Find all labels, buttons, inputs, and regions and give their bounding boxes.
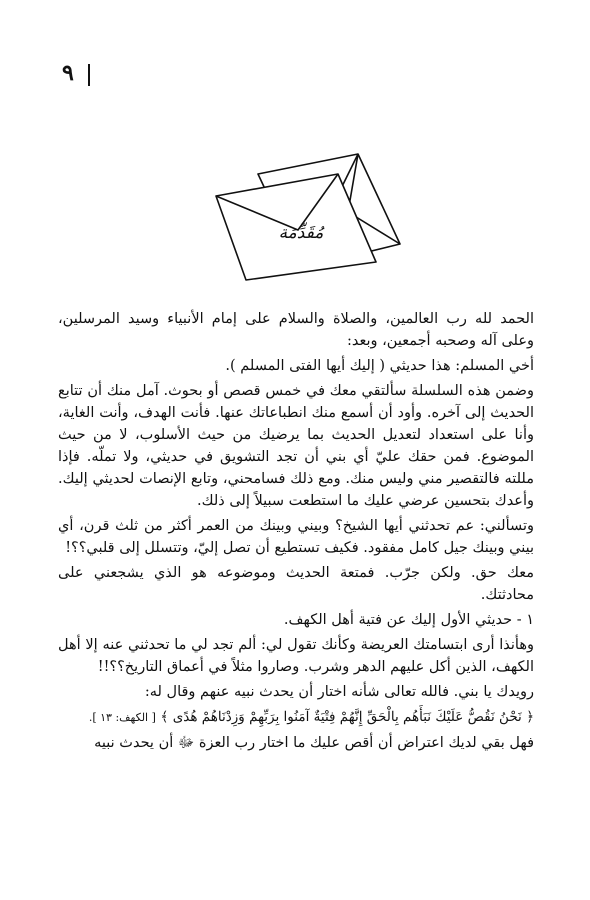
paragraph: الحمد لله رب العالمين، والصلاة والسلام على إمام الأنبياء وسيد المرسلين، وعلى آله وصحبه أجمعين، وبعد: bbox=[58, 311, 534, 349]
paragraph: رويدك يا بني. فالله تعالى شأنه اختار أن يحدث نبيه عنهم وقال له: bbox=[144, 684, 534, 700]
verse-reference: [ الكهف: ١٣ ]. bbox=[88, 711, 156, 724]
paragraph: معك حق. ولكن جرّب. فمتعة الحديث وموضوعه هو الذي يشجعني على محادثتك. bbox=[58, 565, 534, 603]
paragraph: فهل بقي لديك اعتراض أن أقص عليك ما اختار رب العزة ﷻ أن يحدث نبيه bbox=[94, 735, 534, 751]
body-text bbox=[58, 308, 534, 757]
paragraph: وضمن هذه السلسلة سألتقي معك في خمس قصص أو بحوث. آمل منك أن تتابع الحديث إلى آخره. وأود أن أسمع منك انطباعاتك عنها. فأنت الهدف، وأنت الغاية، وأنا على استعداد لتعديل الحديث بما يرضيك من حيث الأسلوب، لا من حيث الموضوع. فمن حقك عليّ أي بني أن تجد التشويق في حديثي، ولا تملّه. فإذا مللته فالتقصير مني وليس منك. ومع ذلك فسامحني، وتابع الإنصات لحديثي إليك. وأعدك بتحسين عرضي عليك ما استطعت سبيلاً إلى ذلك. bbox=[58, 383, 534, 509]
page-number: ٩ bbox=[62, 60, 74, 86]
header-rule bbox=[88, 64, 90, 86]
quran-verse bbox=[58, 706, 534, 729]
paragraph: وتسألني: عم تحدثني أيها الشيخ؟ وبيني وبينك من العمر أكثر من ثلث قرن، أي بيني وبينك جيل كامل مفقود. فكيف تستطيع أن تصل إليّ، وتتسلل إلى قلبي؟؟! bbox=[58, 518, 534, 556]
verse-text: ﴿ نَحْنُ نَقُصُّ عَلَيْكَ نَبَأَهُم بِالْحَقِّ إِنَّهُمْ فِتْيَةٌ آمَنُوا بِرَبِّهِمْ وَزِدْنَاهُمْ هُدًى ﴾ bbox=[160, 709, 534, 725]
paragraph: ١ - حديثي الأول إليك عن فتية أهل الكهف. bbox=[283, 612, 534, 628]
envelope-illustration bbox=[198, 152, 408, 282]
paragraph: أخي المسلم: هذا حديثي ( إليك أيها الفتى المسلم ). bbox=[225, 358, 534, 374]
paragraph: وهأنذا أرى ابتسامتك العريضة وكأنك تقول لي: ألم تجد لي ما تحدثني عنه إلا أهل الكهف، الذين أكل عليهم الدهر وشرب. وصاروا مثلاً في أعماق التاريخ؟؟!! bbox=[58, 637, 534, 675]
section-heading: مُقَدِّمَة bbox=[278, 223, 324, 243]
